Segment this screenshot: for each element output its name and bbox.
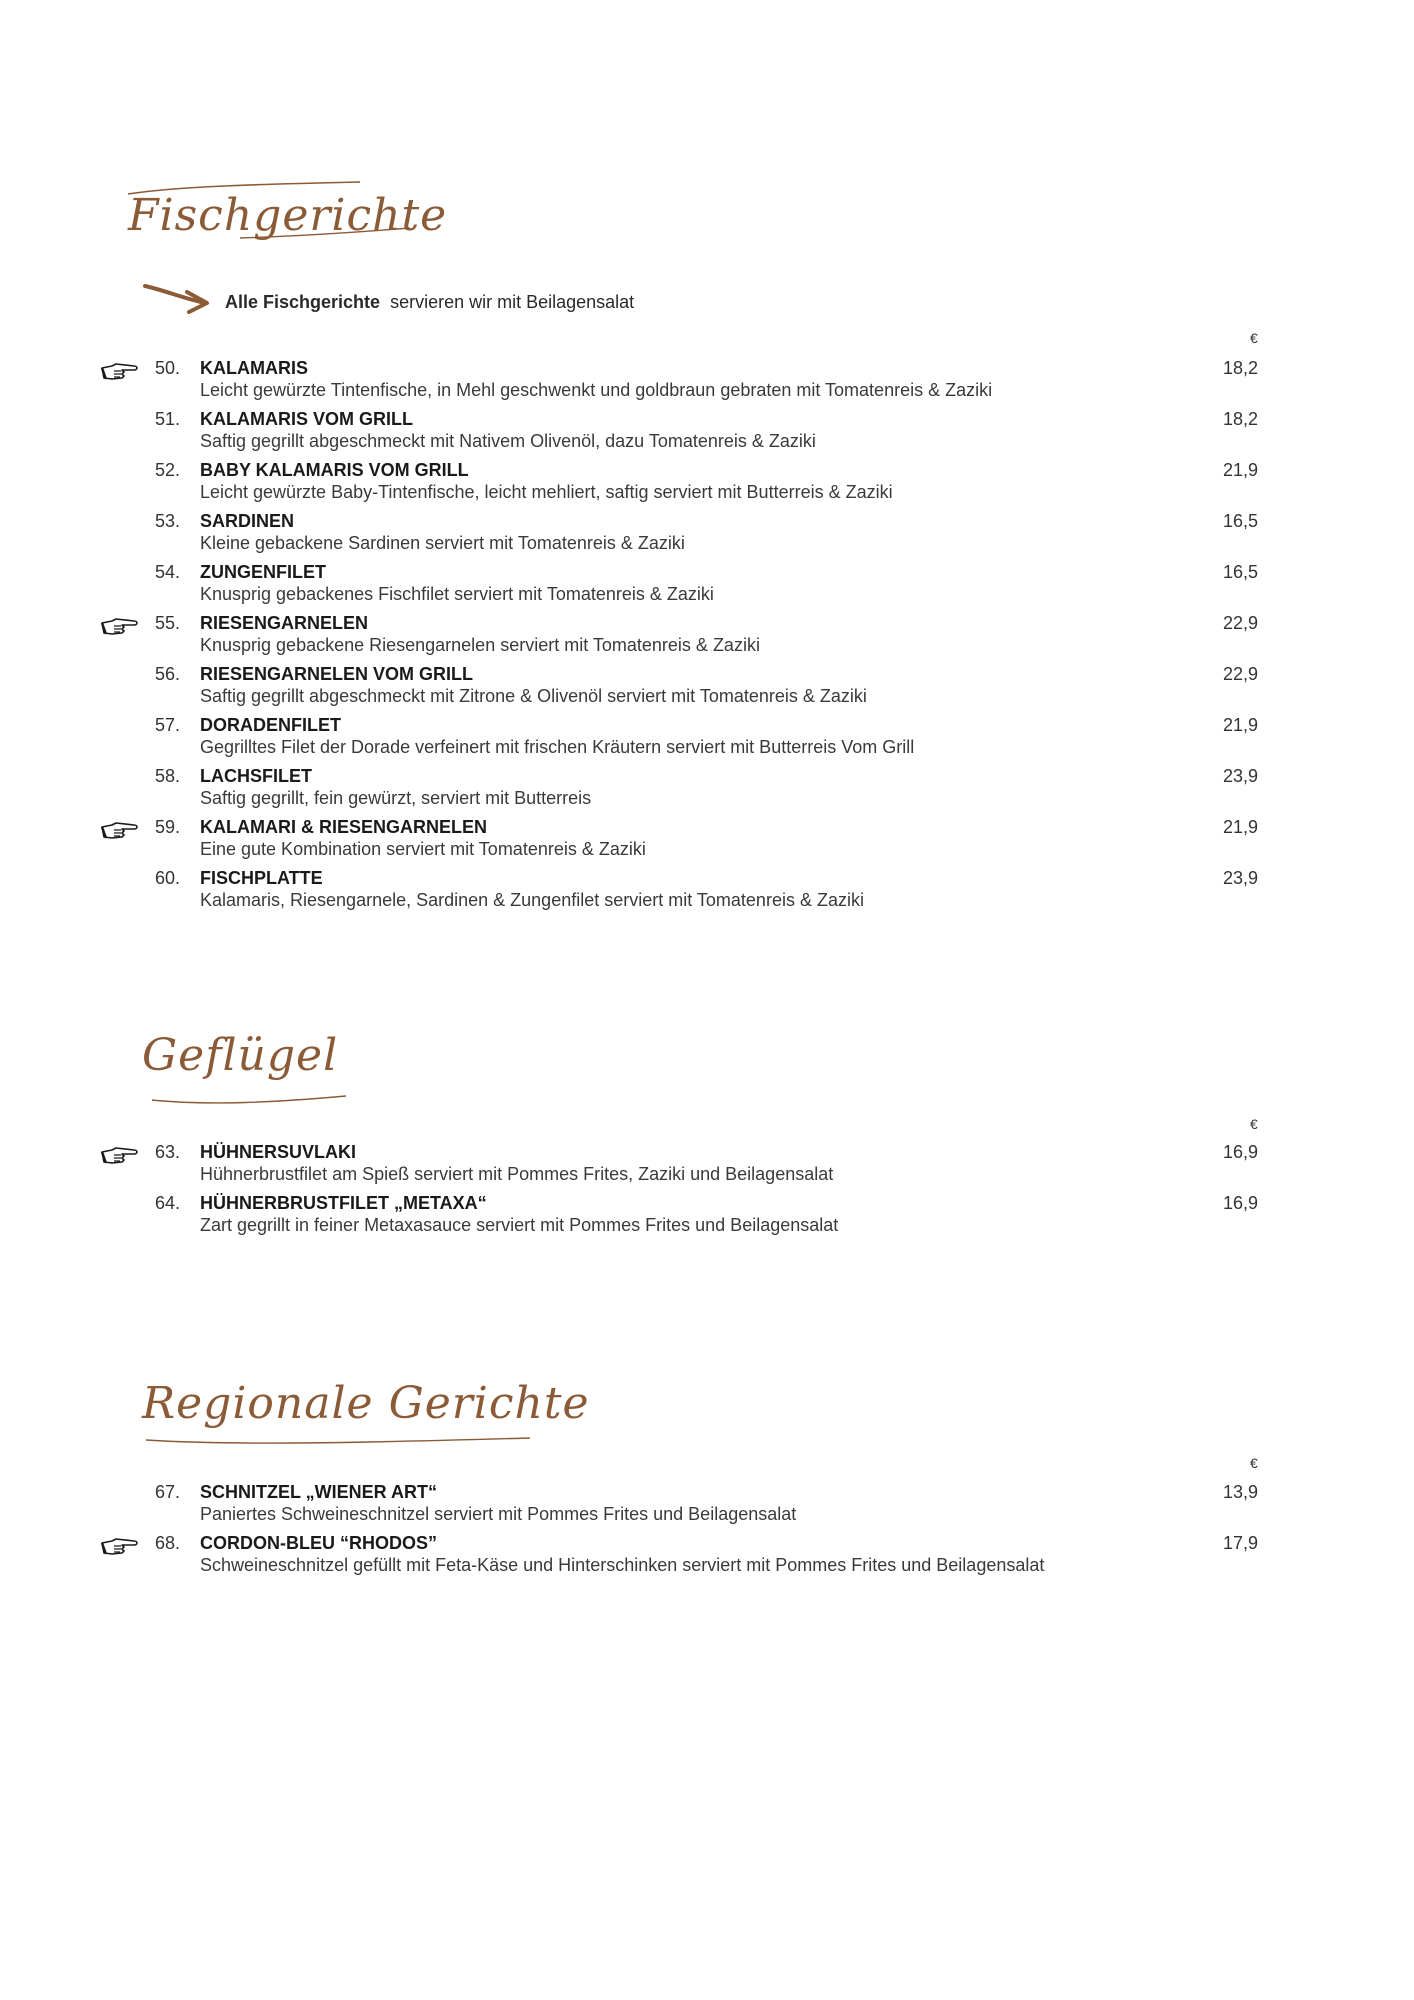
item-price: 23,9: [1223, 868, 1259, 888]
item-name: KALAMARI & RIESENGARNELEN: [200, 817, 488, 837]
menu-item: [0, 409, 1414, 459]
item-name: LACHSFILET: [200, 766, 312, 786]
menu-item: [0, 1193, 1414, 1243]
item-description: Saftig gegrillt abgeschmeckt mit Nativem Olivenöl, dazu Tomatenreis & Zaziki: [200, 431, 816, 451]
item-price: 18,2: [1223, 409, 1259, 429]
item-price: 23,9: [1223, 766, 1259, 786]
item-number: 64.: [155, 1193, 181, 1213]
item-description: Knusprig gebackenes Fischfilet serviert mit Tomatenreis & Zaziki: [200, 584, 714, 604]
item-number: 68.: [155, 1533, 181, 1553]
menu-item: [0, 460, 1414, 510]
item-number: 53.: [155, 511, 181, 531]
item-description: Leicht gewürzte Baby-Tintenfische, leicht mehliert, saftig serviert mit Butterreis & Zaziki: [200, 482, 893, 502]
item-name: CORDON-BLEU “RHODOS”: [200, 1533, 437, 1553]
item-number: 58.: [155, 766, 181, 786]
item-name: RIESENGARNELEN: [200, 613, 369, 633]
item-name: FISCHPLATTE: [200, 868, 323, 888]
item-number: 56.: [155, 664, 181, 684]
item-price: 21,9: [1223, 460, 1259, 480]
menu-item: [0, 664, 1414, 714]
menu-item: [0, 358, 1414, 408]
item-name: ZUNGENFILET: [200, 562, 326, 582]
item-price: 22,9: [1223, 664, 1259, 684]
pointing-hand-icon: [100, 1146, 140, 1166]
item-description: Saftig gegrillt abgeschmeckt mit Zitrone & Olivenöl serviert mit Tomatenreis & Zaziki: [200, 686, 867, 706]
menu-item: [0, 613, 1414, 663]
intro-text: servieren wir mit Beilagensalat: [390, 292, 635, 312]
item-number: 59.: [155, 817, 181, 837]
menu-item: [0, 1482, 1414, 1532]
item-name: SARDINEN: [200, 511, 295, 531]
item-price: 13,9: [1223, 1482, 1259, 1502]
item-name: RIESENGARNELEN VOM GRILL: [200, 664, 474, 684]
item-price: 18,2: [1223, 358, 1259, 378]
item-number: 60.: [155, 868, 181, 888]
item-number: 54.: [155, 562, 181, 582]
item-description: Leicht gewürzte Tintenfische, in Mehl geschwenkt und goldbraun gebraten mit Tomatenreis & Zaziki: [200, 380, 993, 400]
title-flourish: [150, 1040, 350, 1110]
item-description: Saftig gegrillt, fein gewürzt, serviert mit Butterreis: [200, 788, 592, 808]
item-number: 51.: [155, 409, 181, 429]
item-description: Knusprig gebackene Riesengarnelen serviert mit Tomatenreis & Zaziki: [200, 635, 760, 655]
item-name: KALAMARIS: [200, 358, 308, 378]
item-number: 63.: [155, 1142, 181, 1162]
item-description: Hühnerbrustfilet am Spieß serviert mit Pommes Frites, Zaziki und Beilagensalat: [200, 1164, 834, 1184]
pointing-hand-icon: [100, 617, 140, 637]
menu-item: [0, 562, 1414, 612]
item-name: HÜHNERSUVLAKI: [200, 1142, 357, 1162]
item-price: 22,9: [1223, 613, 1259, 633]
item-price: 16,5: [1223, 511, 1259, 531]
menu-item: [0, 511, 1414, 561]
menu-item: [0, 1142, 1414, 1192]
section-title: Fischgerichte: [128, 190, 448, 241]
intro-bold: Alle Fischgerichte: [225, 292, 381, 312]
item-price: 21,9: [1223, 715, 1259, 735]
currency-label: €: [1250, 330, 1258, 346]
currency-label: €: [1250, 1455, 1258, 1471]
item-number: 57.: [155, 715, 181, 735]
item-name: DORADENFILET: [200, 715, 341, 735]
item-number: 67.: [155, 1482, 181, 1502]
menu-item: [0, 817, 1414, 867]
item-description: Schweineschnitzel gefüllt mit Feta-Käse und Hinterschinken serviert mit Pommes Frites und Beilagensalat: [200, 1555, 1045, 1575]
item-name: SCHNITZEL „WIENER ART“: [200, 1482, 437, 1502]
pointing-hand-icon: [100, 362, 140, 382]
item-number: 50.: [155, 358, 181, 378]
item-price: 16,5: [1223, 562, 1259, 582]
item-price: 17,9: [1223, 1533, 1259, 1553]
item-description: Gegrilltes Filet der Dorade verfeinert mit frischen Kräutern serviert mit Butterreis Vom Grill: [200, 737, 915, 757]
item-description: Zart gegrillt in feiner Metaxasauce serviert mit Pommes Frites und Beilagensalat: [200, 1215, 839, 1235]
section-title: Geflügel: [142, 1030, 339, 1081]
item-number: 55.: [155, 613, 181, 633]
item-name: KALAMARIS VOM GRILL: [200, 409, 413, 429]
item-name: BABY KALAMARIS VOM GRILL: [200, 460, 469, 480]
item-description: Eine gute Kombination serviert mit Tomatenreis & Zaziki: [200, 839, 646, 859]
item-price: 21,9: [1223, 817, 1259, 837]
section-title: Regionale Gerichte: [142, 1378, 590, 1429]
item-name: HÜHNERBRUSTFILET „METAXA“: [200, 1193, 487, 1213]
menu-item: [0, 868, 1414, 918]
pointing-hand-icon: [100, 1537, 140, 1557]
title-flourish: [120, 180, 420, 260]
menu-item: [0, 1533, 1414, 1583]
menu-item: [0, 715, 1414, 765]
curved-arrow-icon: [143, 282, 213, 314]
section-intro: [225, 292, 634, 313]
menu-item: [0, 766, 1414, 816]
item-description: Kleine gebackene Sardinen serviert mit Tomatenreis & Zaziki: [200, 533, 685, 553]
item-price: 16,9: [1223, 1142, 1259, 1162]
pointing-hand-icon: [100, 821, 140, 841]
item-description: Paniertes Schweineschnitzel serviert mit Pommes Frites und Beilagensalat: [200, 1504, 797, 1524]
item-description: Kalamaris, Riesengarnele, Sardinen & Zungenfilet serviert mit Tomatenreis & Zaziki: [200, 890, 864, 910]
currency-label: €: [1250, 1116, 1258, 1132]
item-number: 52.: [155, 460, 181, 480]
title-flourish: [140, 1380, 540, 1450]
item-price: 16,9: [1223, 1193, 1259, 1213]
